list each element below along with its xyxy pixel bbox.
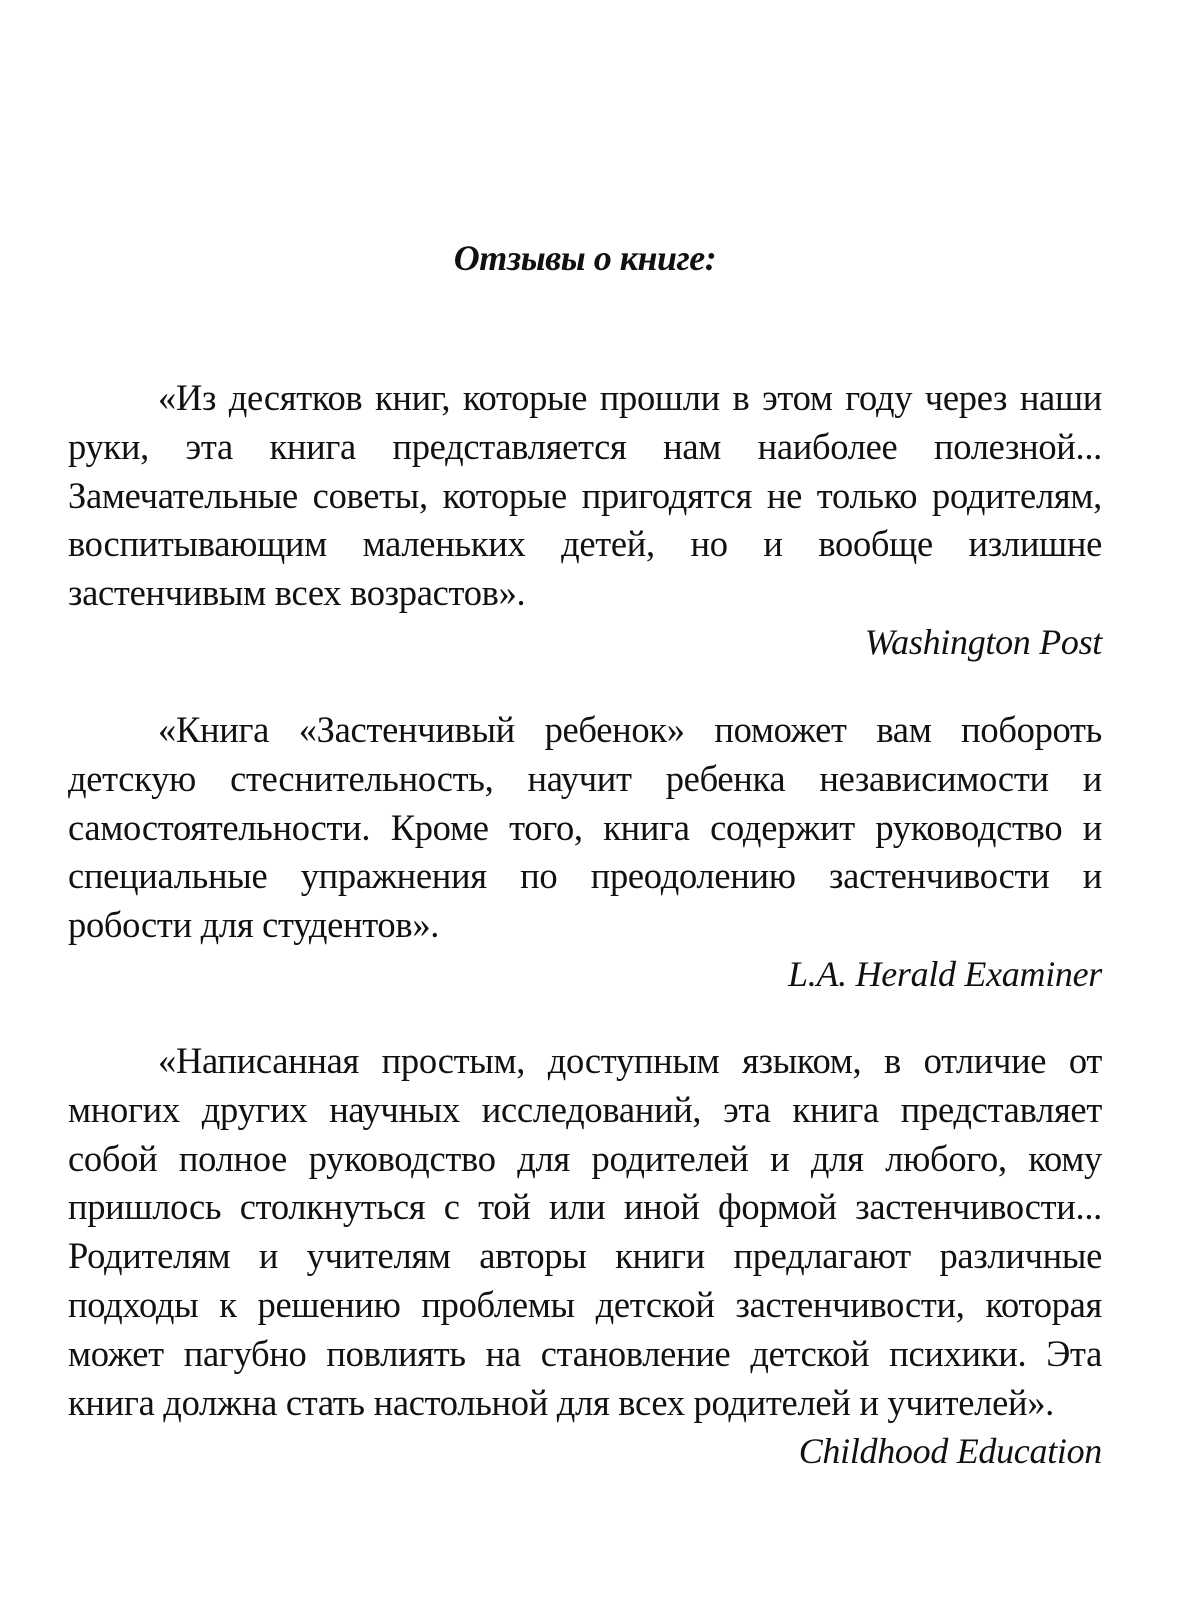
review-block [68, 374, 1102, 666]
book-page [68, 0, 1102, 1611]
review-source: Childhood Education [798, 1431, 1102, 1472]
review-quote: «Книга «Застенчивый ребенок» поможет вам побороть детскую стеснительность, научит ребенка независимости и самостоятельности. Кроме того, книга содержит руководство и специальные упражнения по преодолению застенчивости и робости для студентов». [68, 709, 1102, 946]
review-source: L.A. Herald Examiner [788, 953, 1102, 994]
page-heading: Отзывы о книге: [453, 238, 717, 278]
review-block [68, 1037, 1102, 1475]
review-source: Washington Post [864, 621, 1102, 662]
review-block [68, 706, 1102, 998]
review-quote: «Написанная простым, доступным языком, в отличие от многих других научных исследований, эта книга представляет собой полное руководство для родителей и для любого, кому пришлось столкнуться с той или иной формой застенчивости... Родителям и учителям авторы книги предлагают различные подходы к решению проблемы детской застенчивости, которая может пагубно повлиять на становление детской психики. Эта книга должна стать настольной для всех родителей и учителей». [68, 1040, 1102, 1423]
review-quote: «Из десятков книг, которые прошли в этом году через наши руки, эта книга представляется нам наиболее полезной... Замечательные советы, которые пригодятся не только родителям, воспитывающим маленьких детей, но и вообще излишне застенчивым всех возрастов». [68, 377, 1102, 614]
